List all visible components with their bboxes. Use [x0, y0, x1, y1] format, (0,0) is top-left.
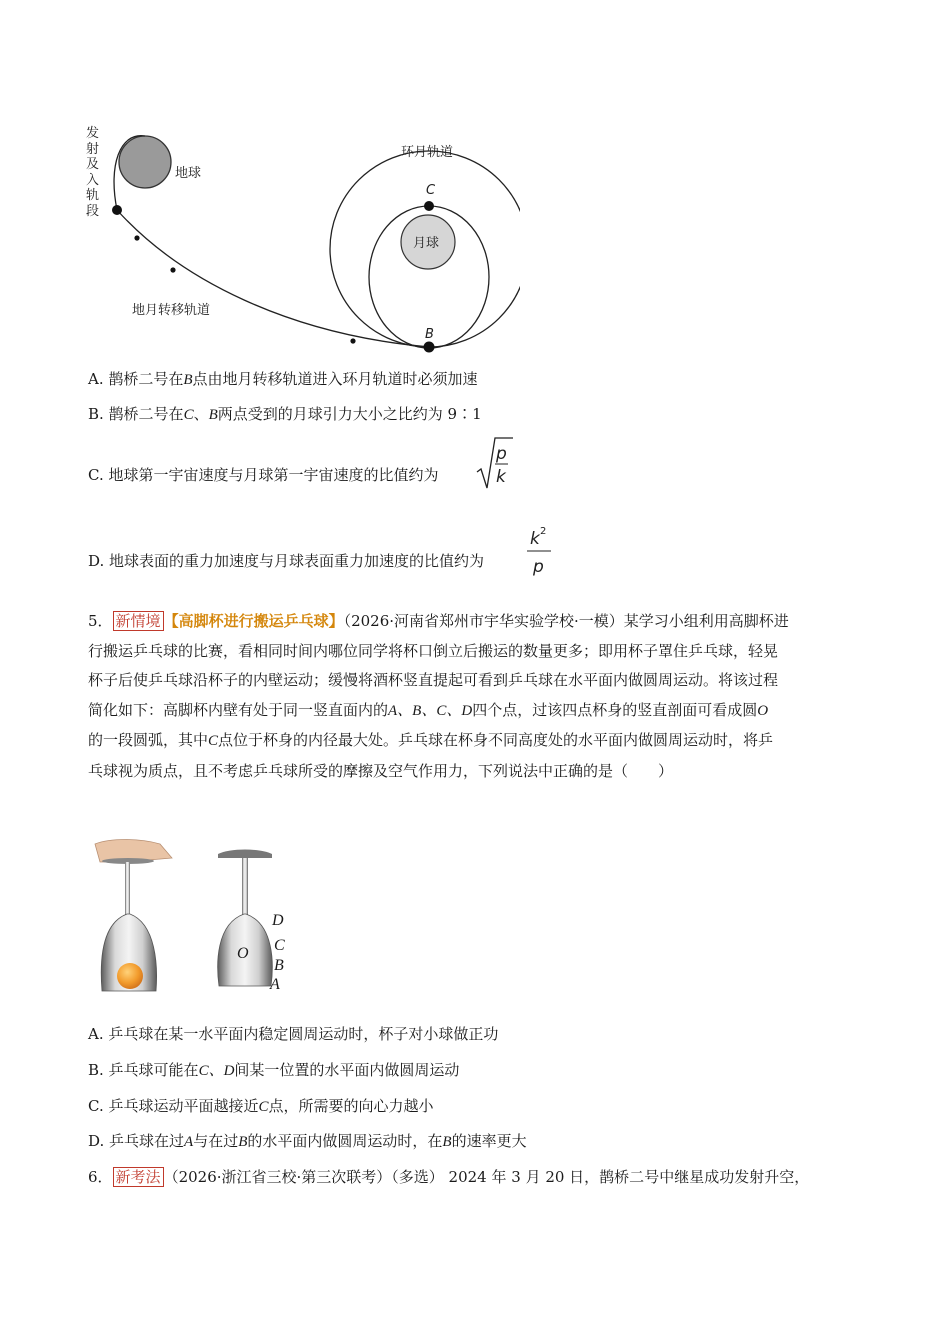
- transfer-point-1: [112, 205, 122, 215]
- point-b-label: B: [425, 327, 434, 342]
- earth: [119, 136, 171, 188]
- launch-label: 发射及入轨段: [86, 126, 100, 219]
- transfer-label: 地月转移轨道: [132, 303, 211, 318]
- sqrt-fraction: [475, 436, 515, 492]
- q5-option-b: B. 乒乓球可能在C、D间某一位置的水平面内做圆周运动: [88, 1061, 460, 1079]
- ping-pong-ball: [117, 963, 143, 989]
- question-6-stem: 6． 新考法 （2026·浙江省三校·第三次联考）（多选） 2024 年 3 月 20 日，鹊桥二号中继星成功发射升空，: [88, 1168, 810, 1186]
- q5-option-c: C. 乒乓球运动平面越接近C点，所需要的向心力越小: [88, 1097, 434, 1115]
- q5-option-a: A. 乒乓球在某一水平面内稳定圆周运动时，杯子对小球做正功: [88, 1025, 499, 1043]
- q5-tag: 新情境: [113, 611, 164, 631]
- q6-tag: 新考法: [113, 1167, 164, 1187]
- question-5-stem: 5． 新情境 【高脚杯进行搬运乒乓球】（2026·河南省郑州市宇华实验学校·一模）某学习小组利用高脚杯进 行搬运乒乓球的比赛，看相同时间内哪位同学将杯口倒立后搬运的数量更多；即用杯子罩住乒乓球，轻晃 杯子后使乒乓球沿杯子的内壁运动；缓慢将酒杯竖直提起可看到乒乓球在水平面内做圆周运动。将该过程 简化如下：高脚杯内壁有处于同一竖直面内的A、B、C、D四个点，过该四点杯身的竖直剖面可看成圆O 的一段圆弧，其中C点位于杯身的内径最大处。乒乓球在杯身不同高度处的水平面内做圆周运动时，将乒 乓球视为质点，且不考虑乒乓球所受的摩擦及空气作用力，下列说法中正确的是（ ）: [88, 612, 789, 780]
- goblet-label-d: D: [272, 912, 284, 929]
- goblet-label-c: C: [274, 937, 285, 954]
- transfer-point-3: [170, 267, 175, 272]
- goblet-figure: [90, 836, 300, 996]
- transfer-point-2: [134, 235, 139, 240]
- point-c-label: C: [426, 183, 436, 198]
- q4-option-c: C. 地球第一宇宙速度与月球第一宇宙速度的比值约为: [88, 466, 439, 484]
- d-numerator-exp: 2: [540, 526, 547, 537]
- point-b-dot: [424, 342, 435, 353]
- q4-option-a: A. 鹊桥二号在B点由地月转移轨道进入环月轨道时必须加速: [88, 370, 478, 388]
- point-c-dot: [424, 201, 434, 211]
- d-denominator: p: [533, 557, 544, 577]
- q4-option-d: D. 地球表面的重力加速度与月球表面重力加速度的比值约为: [88, 552, 485, 570]
- q4-option-b: B. 鹊桥二号在C、B两点受到的月球引力大小之比约为 9∶1: [88, 405, 482, 423]
- glass-right-stem: [242, 858, 248, 916]
- orbit-label: 环月轨道: [401, 145, 454, 160]
- d-numerator: k: [530, 529, 540, 549]
- q5-title: 【高脚杯进行搬运乒乓球】: [163, 612, 344, 630]
- q5-option-d: D. 乒乓球在过A与在过B的水平面内做圆周运动时，在B的速率更大: [88, 1132, 527, 1150]
- sqrt-denominator: k: [496, 467, 506, 487]
- earth-label: 地球: [175, 166, 202, 181]
- goblet-label-o: O: [237, 945, 249, 962]
- sqrt-numerator: p: [496, 444, 507, 464]
- glass-left-stem: [125, 862, 130, 916]
- d-fraction: [525, 522, 557, 578]
- transfer-point-4: [350, 338, 355, 343]
- goblet-label-b: B: [274, 957, 284, 974]
- glass-right-foot: [218, 850, 272, 859]
- orbit-diagram: [80, 120, 520, 360]
- moon-label: 月球: [413, 236, 440, 251]
- goblet-label-a: A: [270, 976, 280, 993]
